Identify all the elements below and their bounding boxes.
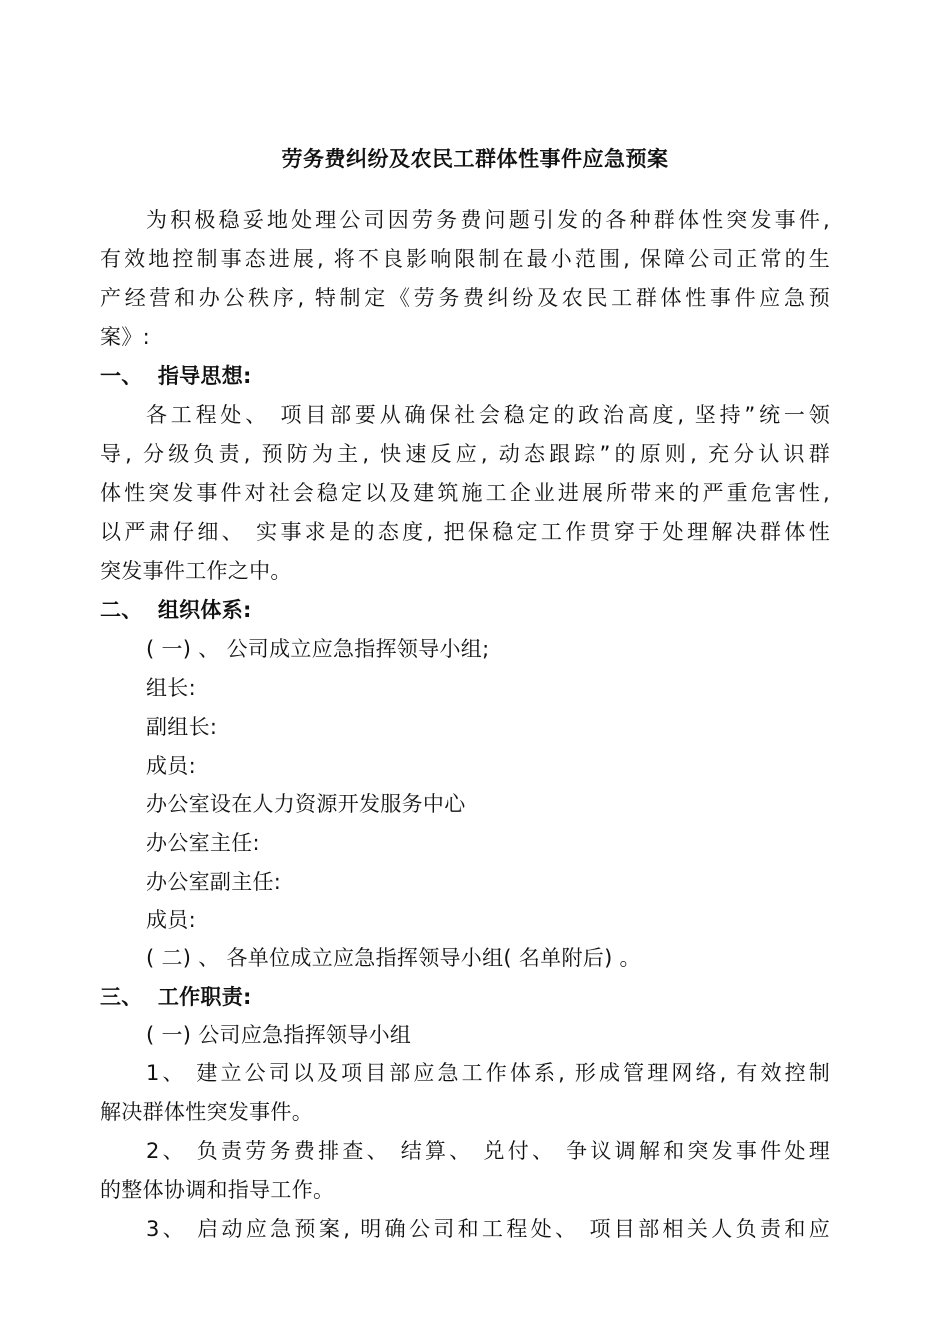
section-1-line-5: 突发事件工作之中。 [100,559,292,583]
section-3-line-1: ( 一) 公司应急指挥领导小组 [146,1023,412,1047]
section-3-heading: 三、 工作职责: [100,985,252,1009]
section-2-line-9: ( 二) 、 各单位成立应急指挥领导小组( 名单附后) 。 [146,946,641,970]
section-2-line-2: 组长: [146,676,196,700]
section-2-line-5: 办公室设在人力资源开发服务中心 [146,792,466,816]
section-2-line-1: ( 一) 、 公司成立应急指挥领导小组; [146,637,490,661]
section-1-line-3: 体性突发事件对社会稳定以及建筑施工企业进展所带来的严重危害性, [100,481,830,505]
section-2-line-6: 办公室主任: [146,831,260,855]
section-3-line-2: 1、 建立公司以及项目部应急工作体系, 形成管理网络, 有效控制 [146,1061,830,1085]
document-title: 劳务费纠纷及农民工群体性事件应急预案 [281,147,669,171]
section-3-line-5: 的整体协调和指导工作。 [100,1178,335,1202]
section-3-line-6: 3、 启动应急预案, 明确公司和工程处、 项目部相关人负责和应 [146,1217,830,1241]
section-2-line-8: 成员: [146,908,196,932]
section-1-line-2: 导, 分级负责, 预防为主, 快速反应, 动态跟踪”的原则, 充分认识群 [100,442,830,466]
section-1-line-4: 以严肃仔细、 实事求是的态度, 把保稳定工作贯穿于处理解决群体性 [100,520,830,544]
intro-line-2: 有效地控制事态进展, 将不良影响限制在最小范围, 保障公司正常的生 [100,247,830,271]
section-1-line-1: 各工程处、 项目部要从确保社会稳定的政治高度, 坚持”统一领 [146,403,830,427]
intro-line-4: 案》: [100,325,150,349]
intro-line-3: 产经营和办公秩序, 特制定《劳务费纠纷及农民工群体性事件应急预 [100,286,830,310]
section-3-line-3: 解决群体性突发事件。 [100,1100,313,1124]
section-3-line-4: 2、 负责劳务费排查、 结算、 兑付、 争议调解和突发事件处理 [146,1139,830,1163]
section-2-line-7: 办公室副主任: [146,870,282,894]
section-1-heading: 一、 指导思想: [100,364,252,388]
section-2-line-4: 成员: [146,754,196,778]
intro-line-1: 为积极稳妥地处理公司因劳务费问题引发的各种群体性突发事件, [146,208,830,232]
section-2-line-3: 副组长: [146,715,218,739]
section-2-heading: 二、 组织体系: [100,598,252,622]
